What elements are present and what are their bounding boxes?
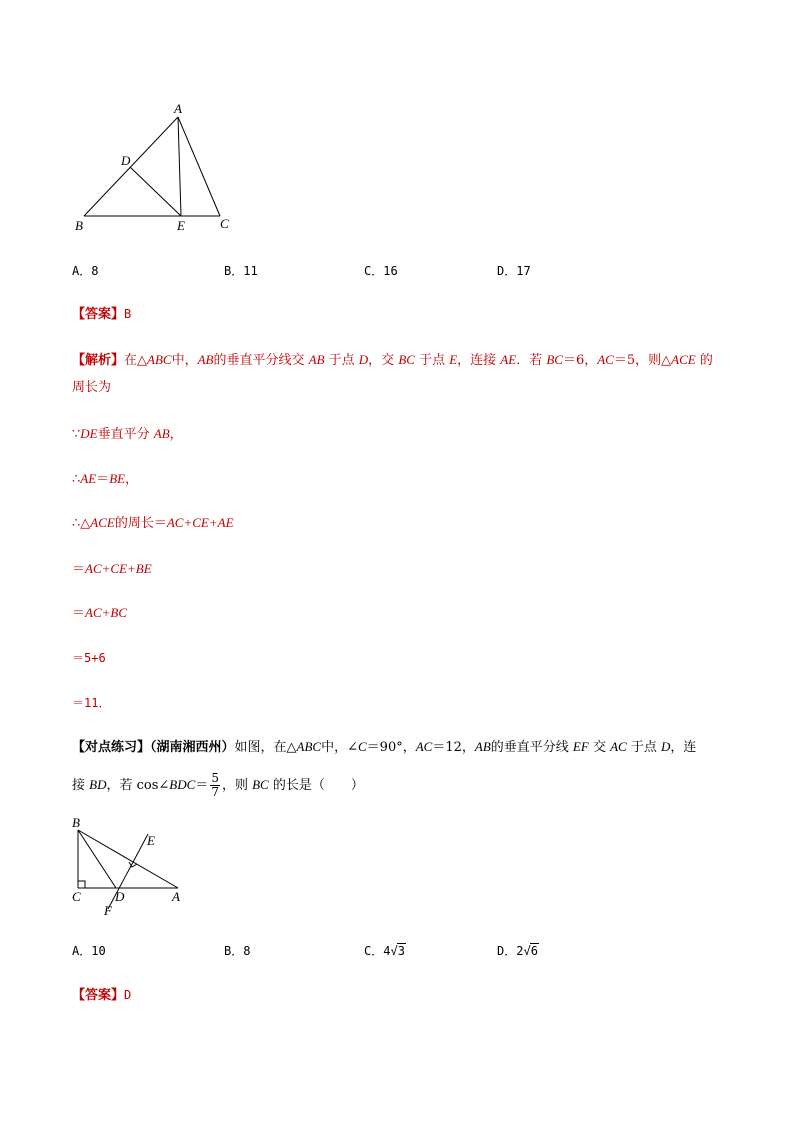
- fraction-5-7: [210, 772, 220, 799]
- math-expr: AC+BC: [85, 605, 128, 620]
- math-var: C: [358, 739, 367, 754]
- option-key: A．: [72, 264, 92, 278]
- analysis-step-6: [72, 648, 106, 669]
- answer-tag: 【答案】: [72, 307, 125, 322]
- label-a: A: [174, 101, 182, 116]
- text: 交: [588, 740, 611, 755]
- math-var: AB: [153, 426, 170, 441]
- q2-option-b: [224, 942, 250, 959]
- radicand: 3: [397, 944, 405, 958]
- analysis-step-5: [72, 603, 127, 624]
- label-e: E: [147, 833, 155, 848]
- math-var: D: [358, 352, 369, 367]
- text: 的: [695, 353, 713, 368]
- text: ，则: [221, 778, 253, 793]
- fraction-denominator: 7: [211, 785, 219, 799]
- text: 的垂直平分线交: [213, 353, 309, 368]
- text: 周长为: [72, 380, 112, 395]
- practice-tag: 【对点练习】: [72, 740, 151, 755]
- label-d: D: [115, 889, 125, 904]
- math-var: ABC: [296, 739, 322, 754]
- analysis-step-7: [72, 693, 110, 714]
- segment-ba: [78, 830, 178, 888]
- option-value: 16: [383, 264, 398, 278]
- math-expr: AC+CE+AE: [166, 515, 234, 530]
- text: 的周长＝: [114, 516, 167, 531]
- text: ，连: [670, 740, 697, 755]
- practice-source: （湖南湘西州）: [150, 740, 235, 755]
- text: 于点: [324, 353, 359, 368]
- math-var: BDC: [169, 777, 196, 792]
- option-key: D．: [497, 944, 517, 958]
- practice-line-2: [72, 770, 364, 801]
- text: ＝11．: [72, 696, 111, 710]
- math-var: BD: [89, 777, 107, 792]
- answer-tag: 【答案】: [72, 988, 125, 1003]
- analysis-tag: 【解析】: [72, 353, 125, 368]
- text: ∴: [72, 472, 81, 487]
- math-var: AC: [610, 739, 627, 754]
- math-var: AE: [500, 352, 517, 367]
- segment-bd: [78, 830, 116, 888]
- label-b: B: [72, 815, 80, 830]
- q2-option-a: [72, 942, 106, 959]
- text: ∴△: [72, 516, 91, 531]
- segment-ac: [178, 117, 220, 216]
- label-c: C: [72, 889, 81, 904]
- radicand: 6: [530, 944, 538, 958]
- math-var: AB: [308, 352, 325, 367]
- label-b: B: [75, 218, 83, 233]
- option-value: 17: [516, 264, 531, 278]
- text: 于点: [414, 353, 450, 368]
- text: ＝: [96, 472, 110, 487]
- q1-option-a: [72, 262, 98, 279]
- math-expr: AC+CE+BE: [85, 561, 152, 576]
- analysis-step-1: [72, 424, 183, 445]
- answer-value: B: [124, 307, 132, 321]
- answer-value: D: [124, 988, 132, 1002]
- text: ，交: [368, 353, 399, 368]
- text: ，连接: [457, 353, 501, 368]
- sqrt-symbol: √6: [523, 944, 538, 958]
- fraction-numerator: 5: [211, 771, 219, 785]
- math-var: BC: [252, 777, 269, 792]
- segment-de: [130, 167, 181, 216]
- segment-ab: [84, 117, 178, 216]
- text: ，: [169, 427, 183, 442]
- analysis-line-2: [72, 378, 111, 398]
- text: ∵: [72, 427, 81, 442]
- answer-1: [72, 304, 131, 325]
- q2-option-c: [364, 942, 406, 959]
- text: 中，∠: [321, 740, 358, 755]
- answer-2: [72, 985, 131, 1006]
- triangle-figure-2: [68, 812, 198, 922]
- option-key: B．: [224, 944, 244, 958]
- text: ＝5，则△: [613, 353, 672, 368]
- q1-option-b: [224, 262, 258, 279]
- text: 在△: [124, 353, 148, 368]
- text: 接: [72, 778, 90, 793]
- math-var: BC: [546, 352, 563, 367]
- option-key: A．: [72, 944, 92, 958]
- option-key: C．: [364, 264, 384, 278]
- practice-line-1: [72, 737, 696, 758]
- label-a: A: [172, 889, 180, 904]
- text: ＝: [72, 606, 86, 621]
- right-angle-mark-c: [78, 881, 85, 888]
- math-var: AB: [474, 739, 491, 754]
- text: ＝: [72, 562, 86, 577]
- q2-option-d: [497, 942, 539, 959]
- q1-option-d: [497, 262, 531, 279]
- option-coefficient: 2: [516, 944, 524, 958]
- segment-ae: [178, 117, 181, 216]
- text: ，: [125, 472, 139, 487]
- option-key: D．: [497, 264, 517, 278]
- math-var: EF: [572, 739, 589, 754]
- math-var: AC: [597, 352, 614, 367]
- text: 如图，在△: [234, 740, 297, 755]
- text: ．若: [516, 353, 547, 368]
- math-var: BC: [398, 352, 415, 367]
- line-ef: [108, 834, 148, 909]
- analysis-step-4: [72, 559, 152, 580]
- text: ＝: [195, 778, 209, 793]
- option-key: B．: [224, 264, 244, 278]
- option-value: 8: [243, 944, 251, 958]
- text: 的垂直平分线: [490, 740, 573, 755]
- text: 于点: [626, 740, 661, 755]
- text: 中，: [171, 353, 198, 368]
- q1-option-c: [364, 262, 398, 279]
- analysis-step-3: [72, 513, 234, 534]
- label-d: D: [121, 153, 131, 168]
- math-var: E: [449, 352, 458, 367]
- option-value: 11: [243, 264, 258, 278]
- label-f: F: [104, 903, 112, 918]
- text: 垂直平分: [97, 427, 154, 442]
- analysis-step-2: [72, 469, 138, 490]
- option-value: 8: [91, 264, 99, 278]
- text: ，若 cos∠: [106, 778, 170, 793]
- triangle-figure-1: [70, 100, 240, 240]
- math-var: AE: [80, 471, 97, 486]
- option-coefficient: 4: [383, 944, 391, 958]
- math-var: ACE: [671, 352, 696, 367]
- text: ＝90°，: [366, 740, 416, 755]
- option-value: 10: [91, 944, 106, 958]
- math-var: ACE: [90, 515, 115, 530]
- label-e: E: [177, 218, 185, 233]
- math-var: AC: [415, 739, 433, 754]
- math-var: D: [660, 739, 671, 754]
- text: ＝12，: [432, 740, 475, 755]
- text: 的长是（ ）: [268, 778, 364, 793]
- sqrt-symbol: √3: [390, 944, 405, 958]
- text: ＝6，: [562, 353, 598, 368]
- math-var: DE: [80, 426, 98, 441]
- analysis-line-1: [72, 350, 713, 371]
- option-key: C．: [364, 944, 384, 958]
- math-var: AB: [197, 352, 214, 367]
- math-var: ABC: [147, 352, 172, 367]
- text: ＝5+6: [72, 651, 106, 665]
- label-c: C: [220, 216, 229, 231]
- math-var: BE: [109, 471, 126, 486]
